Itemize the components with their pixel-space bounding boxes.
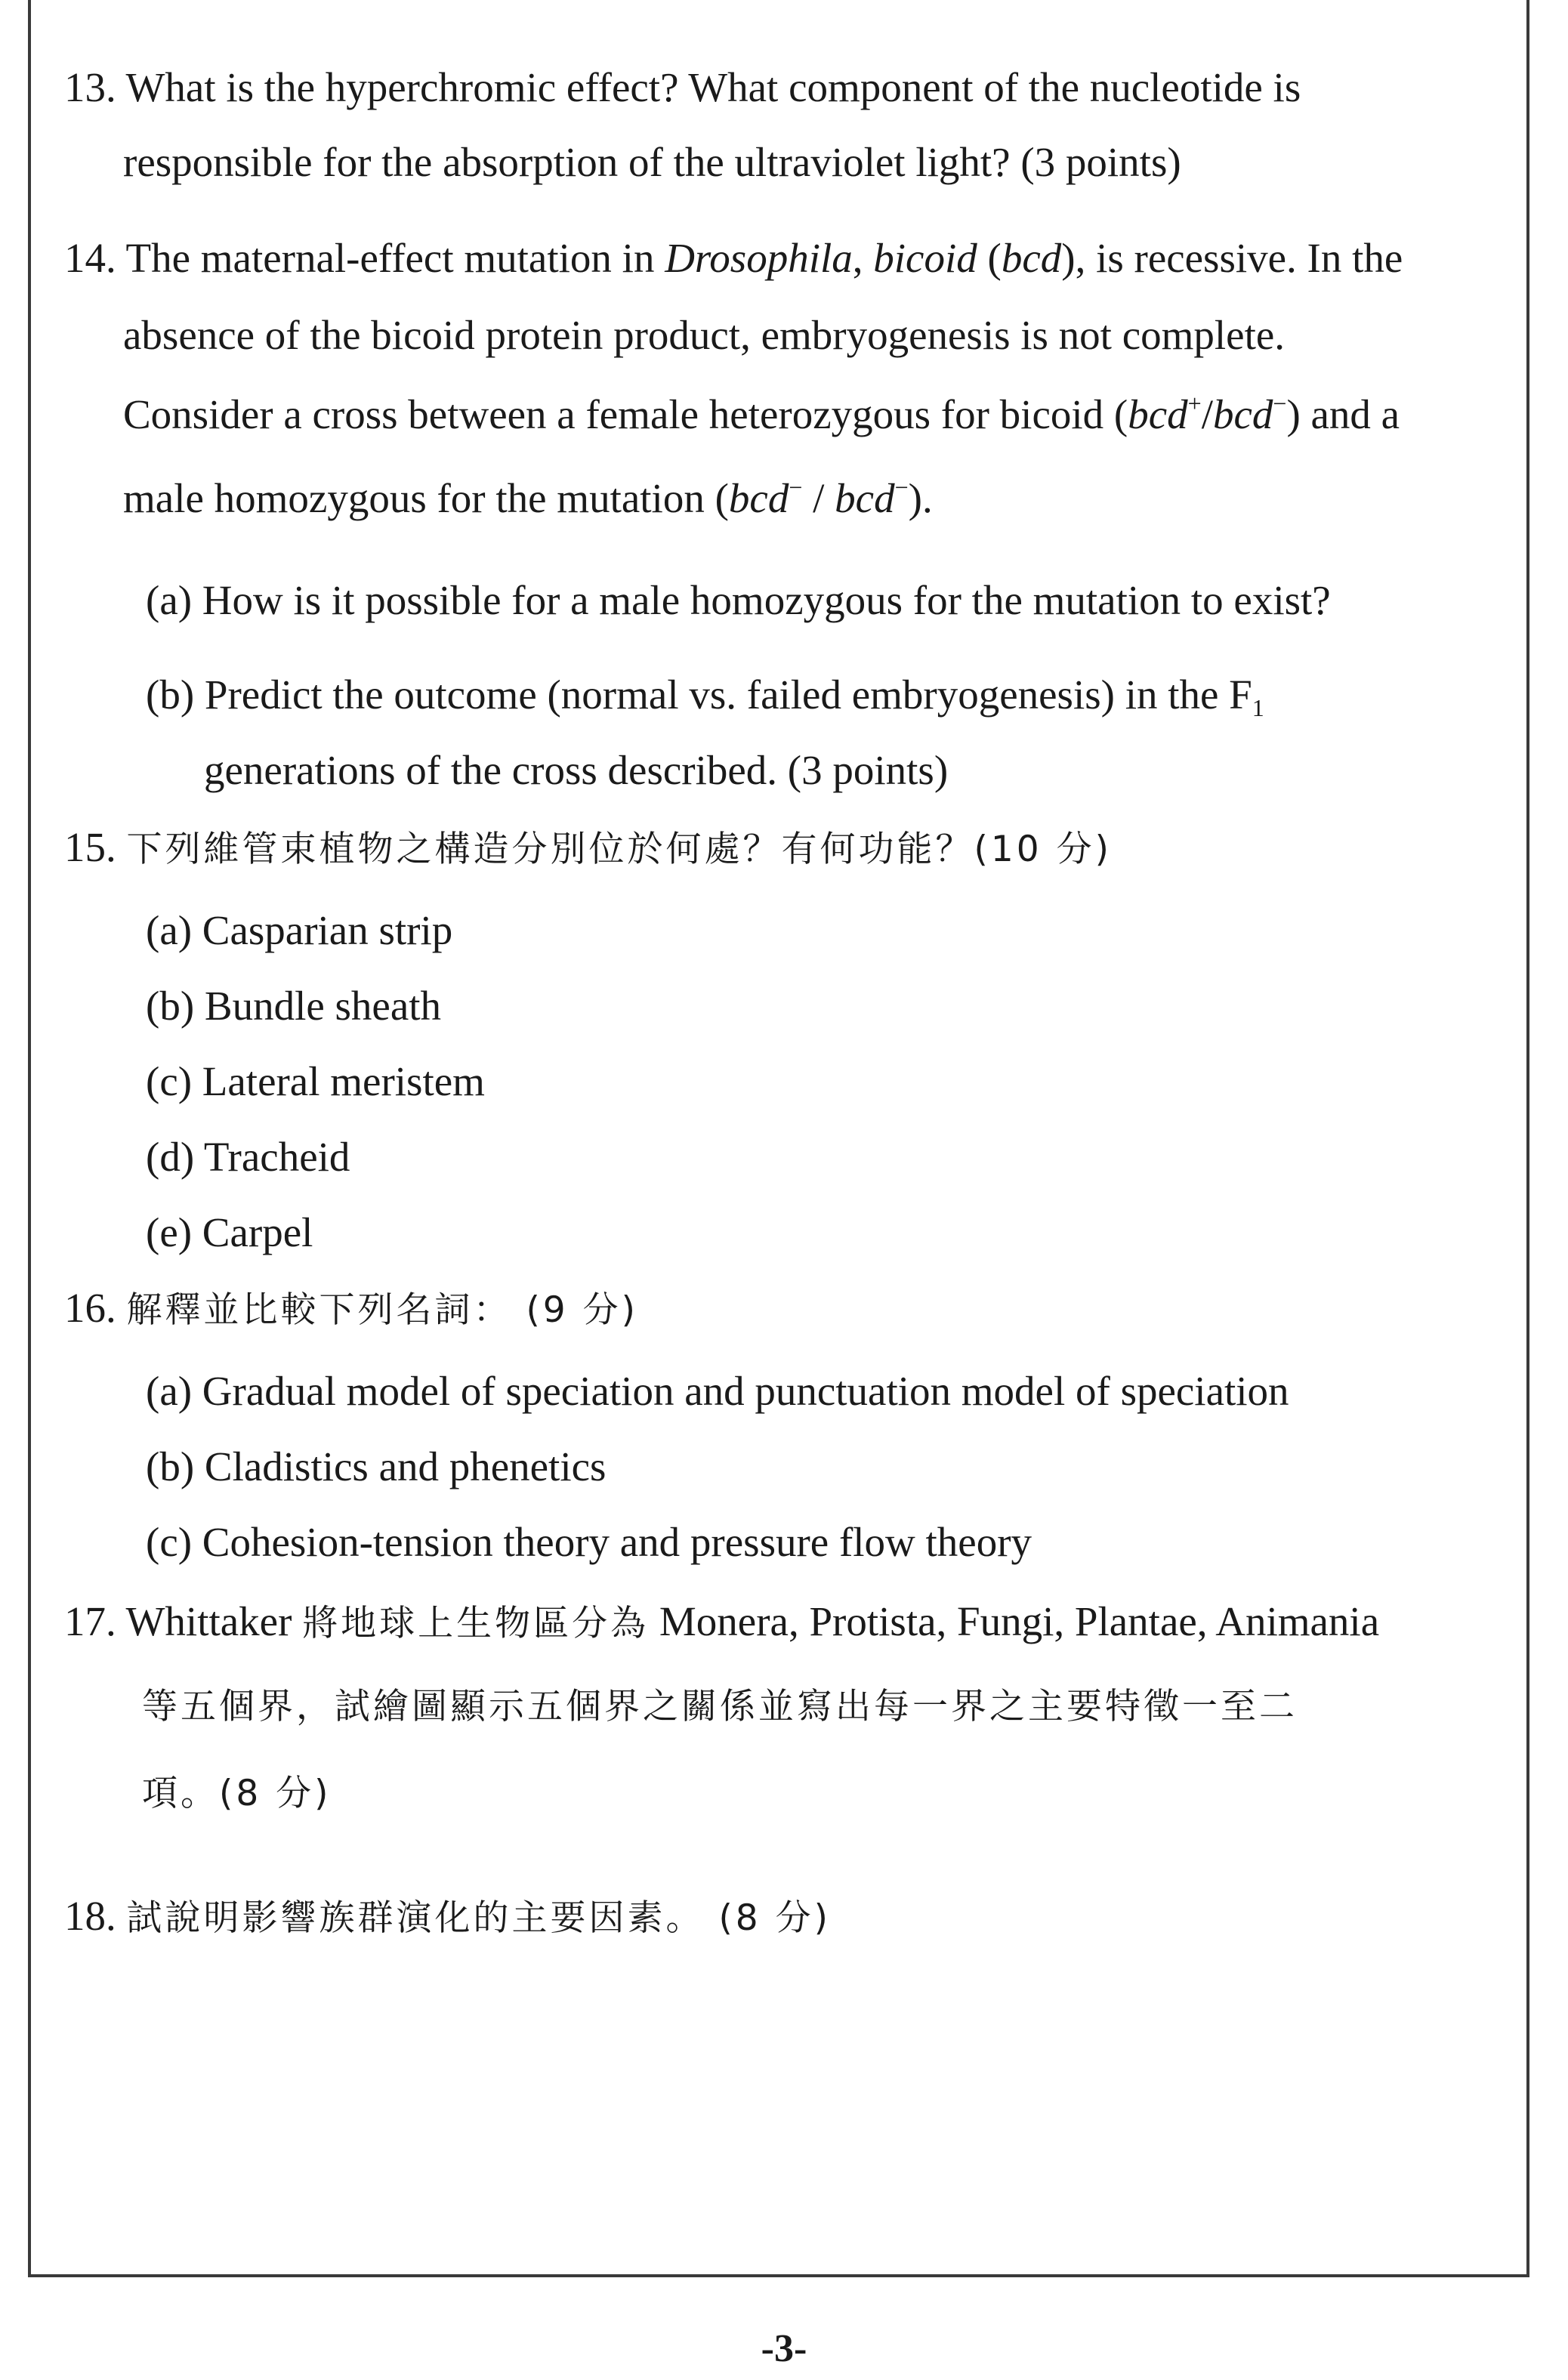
q14-sup-plus: + [1187, 390, 1202, 417]
q14-genus: Drosophila [665, 235, 853, 281]
q16-text: 解釋並比較下列名詞： (9 分) [126, 1289, 638, 1331]
q16-item-b: (b) Cladistics and phenetics [146, 1443, 607, 1489]
q17-cjk1: 將地球上生物區分為 [302, 1603, 650, 1644]
q17-num: 17. Whittaker [64, 1598, 303, 1644]
q14-line3-b: ) and a [1286, 391, 1400, 437]
q14-slash1: / [1201, 391, 1213, 437]
q14-paren: ( [977, 235, 1002, 281]
q14-line4-b: ). [908, 475, 933, 521]
q14-gene: bicoid [873, 235, 977, 281]
q14-line4 [123, 474, 933, 523]
q17-line1 [64, 1597, 1379, 1648]
q17-line3-text: 項。(8 分) [142, 1773, 332, 1814]
q14-line1 [64, 234, 1403, 282]
q14-sup-minus3: − [894, 474, 909, 501]
q14-line2: absence of the bicoid protein product, embryogenesis is not complete. [123, 312, 1286, 358]
q14-abbr: bcd [1001, 235, 1062, 281]
q14-rest1: ), is recessive. In the [1061, 235, 1403, 281]
q15-item-c: (c) Lateral meristem [146, 1058, 485, 1104]
q15-num: 15. [64, 824, 116, 870]
q14-geno-female-2: bcd [1212, 391, 1273, 437]
q15-item-d: (d) Tracheid [146, 1134, 350, 1180]
q14-sup-minus1: − [1273, 390, 1287, 417]
q17-line3 [142, 1767, 332, 1818]
q13-line2: responsible for the absorption of the ultraviolet light? (3 points) [123, 139, 1181, 185]
q17-latin1: Monera, Protista, Fungi, Plantae, Animania [649, 1598, 1380, 1644]
q17-line2 [142, 1681, 1298, 1731]
q18-line1 [64, 1892, 831, 1943]
q15-line1 [64, 823, 1112, 874]
q15-item-b: (b) Bundle sheath [146, 983, 442, 1029]
q14-line3 [123, 390, 1400, 439]
q14-line4-a: male homozygous for the mutation ( [123, 475, 729, 521]
q14-geno-male-2: bcd [835, 475, 895, 521]
q14-item-b-line2: generations of the cross described. (3 points) [204, 747, 949, 793]
q15-item-a: (a) Casparian strip [146, 907, 453, 953]
q15-item-e: (e) Carpel [146, 1209, 313, 1255]
q14-geno-male-1: bcd [728, 475, 789, 521]
page-number: -3- [761, 2327, 807, 2370]
q14-slash2: / [802, 475, 835, 521]
q18-text: 試說明影響族群演化的主要因素。 (8 分) [126, 1897, 831, 1939]
q14-line3-a: Consider a cross between a female heterozygous for bicoid ( [123, 391, 1128, 437]
q14-item-a: (a) How is it possible for a male homozygous for the mutation to exist? [146, 577, 1331, 623]
q15-text: 下列維管束植物之構造分別位於何處？有何功能？(10 分) [126, 829, 1112, 870]
q14-sup-minus2: − [789, 474, 803, 501]
q17-line2-text: 等五個界，試繪圖顯示五個界之關係並寫出每一界之主要特徵一至二 [142, 1686, 1298, 1727]
q14-sep1: , [852, 235, 874, 281]
q13-line1: 13. What is the hyperchromic effect? What component of the nucleotide is [64, 64, 1301, 110]
q16-num: 16. [64, 1285, 116, 1331]
q14-item-b [146, 671, 1264, 719]
q14-geno-female-1: bcd [1128, 391, 1188, 437]
q14-num: 14. The maternal-effect mutation in [64, 235, 665, 281]
q16-item-c: (c) Cohesion-tension theory and pressure flow theory [146, 1519, 1032, 1565]
q14-item-b-text: (b) Predict the outcome (normal vs. failed embryogenesis) in the F [146, 671, 1252, 718]
q18-num: 18. [64, 1893, 116, 1939]
q14-item-b-sub: 1 [1252, 694, 1264, 721]
q16-item-a: (a) Gradual model of speciation and punctuation model of speciation [146, 1368, 1289, 1414]
q16-line1 [64, 1284, 638, 1335]
